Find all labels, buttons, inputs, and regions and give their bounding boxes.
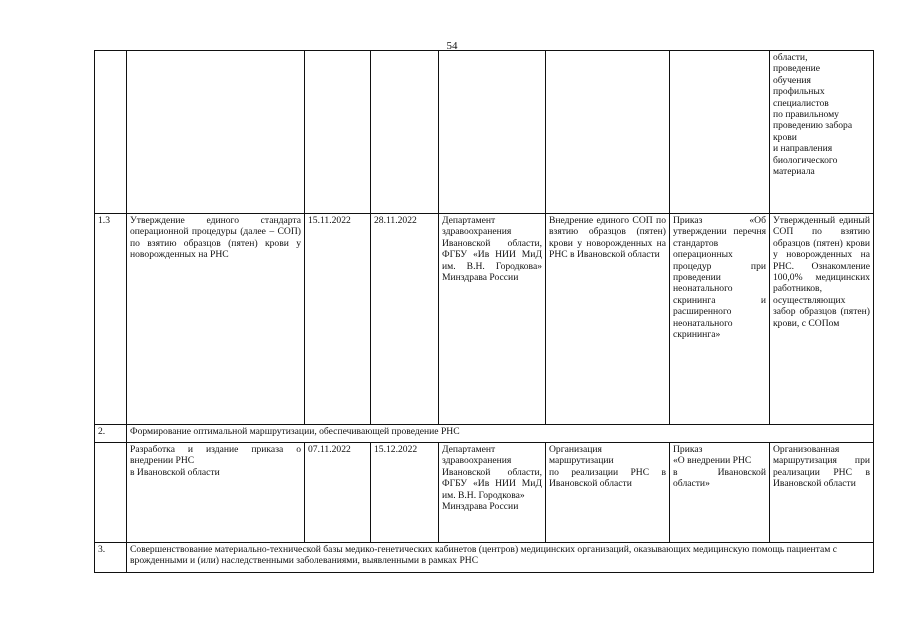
table-row-section-2 (95, 425, 874, 443)
table-row-section-3 (95, 543, 874, 573)
plan-table (94, 50, 874, 573)
cell-start-empty (305, 51, 371, 214)
cell-start-date: 15.11.2022 (305, 214, 371, 425)
cell-end-empty (371, 51, 439, 214)
table-row-continuation (95, 51, 874, 214)
cell-activity: Внедрение единого СОП по взятию образцов (пятен) крови у новорожденных на РНС в Ивановской области (546, 214, 670, 425)
cell-document: Приказ «Об утверждении перечня стандартов операционных процедур при проведении неонатального скрининга и расширенного неонатального скрининга» (670, 214, 770, 425)
cell-name: Разработка и издание приказа о внедрении РНС в Ивановской области (127, 443, 305, 543)
cell-end-date: 15.12.2022 (371, 443, 439, 543)
cell-executor: Департамент здравоохранения Ивановской области, ФГБУ «Ив НИИ МиД им. В.Н. Городкова» Минздрава России (439, 443, 546, 543)
cell-executor: Департамент здравоохранения Ивановской области, ФГБУ «Ив НИИ МиД им. В.Н. Городкова» Минздрава России (439, 214, 546, 425)
cell-num-empty (95, 51, 127, 214)
page-number: 54 (446, 40, 458, 52)
cell-num: 1.3 (95, 214, 127, 425)
cell-document: Приказ «О внедрении РНС в Ивановской области» (670, 443, 770, 543)
cell-name: Утверждение единого стандарта операционной процедуры (далее – СОП) по взятию образцов (пятен) крови у новорожденных на РНС (127, 214, 305, 425)
cell-activity: Организация маршрутизации по реализации РНС в Ивановской области (546, 443, 670, 543)
table-row-order (95, 443, 874, 543)
table-row-1-3 (95, 214, 874, 425)
cell-result: области, проведение обучения профильных специалистов по правильному проведению забора крови и направления биологического материала (770, 51, 874, 214)
cell-document-empty (670, 51, 770, 214)
cell-section-title: Совершенствование материально-технической базы медико-генетических кабинетов (центров) медицинских организаций, оказывающих медицинскую помощь пациентам с врожденными и (или) наследственными заболеваниями, выявленными в рамках РНС (127, 543, 874, 573)
cell-section-title: Формирование оптимальной маршрутизации, обеспечивающей проведение РНС (127, 425, 874, 443)
cell-num (95, 443, 127, 543)
cell-activity-empty (546, 51, 670, 214)
cell-num: 3. (95, 543, 127, 573)
cell-executor-empty (439, 51, 546, 214)
cell-result: Организованная маршрутизация при реализации РНС в Ивановской области (770, 443, 874, 543)
cell-result: Утвержденный единый СОП по взятию образцов (пятен) крови у новорожденных на РНС. Ознакомление 100,0% медицинских работников, осуществляющих забор образцов (пятен) крови, с СОПом (770, 214, 874, 425)
cell-name-empty (127, 51, 305, 214)
cell-end-date: 28.11.2022 (371, 214, 439, 425)
cell-num: 2. (95, 425, 127, 443)
cell-start-date: 07.11.2022 (305, 443, 371, 543)
